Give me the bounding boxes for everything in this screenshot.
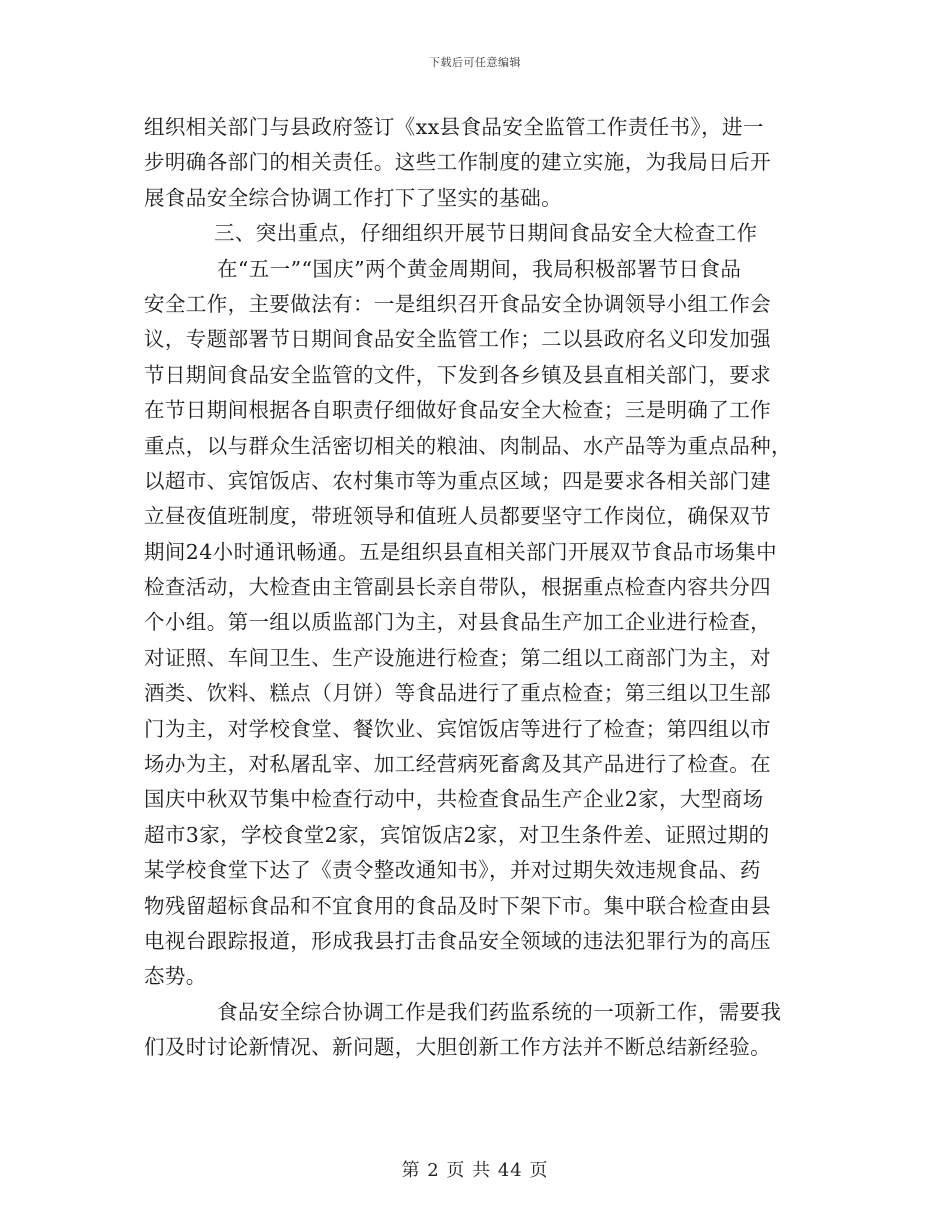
text-line: 节日期间食品安全监管的文件，下发到各乡镇及县直相关部门，要求 bbox=[144, 362, 771, 387]
text-line: 酒类、饮料、糕点（月饼）等食品进行了重点检查；第三组以卫生部 bbox=[144, 681, 771, 706]
text-line: 国庆中秋双节集中检查行动中，共检查食品生产企业2家，大型商场 bbox=[144, 787, 764, 812]
text-line: 检查活动，大检查由主管副县长亲自带队，根据重点检查内容共分四 bbox=[144, 575, 771, 600]
page-header-note: 下载后可任意编辑 bbox=[429, 56, 521, 69]
text-line: 某学校食堂下达了《责令整改通知书》，并对过期失效违规食品、药 bbox=[144, 858, 761, 883]
text-line: 在“五一”“国庆”两个黄金周期间，我局积极部署节日食品 bbox=[217, 256, 742, 281]
text-line: 个小组。第一组以质监部门为主，对县食品生产加工企业进行检查， bbox=[144, 610, 771, 635]
text-line: 超市3家，学校食堂2家，宾馆饭店2家，对卫生条件差、证照过期的 bbox=[144, 822, 770, 847]
text-line: 期间24小时通讯畅通。五是组织县直相关部门开展双节食品市场集中 bbox=[144, 539, 777, 564]
text-line: 食品安全综合协调工作是我们药监系统的一项新工作，需要我 bbox=[217, 999, 782, 1024]
text-line: 安全工作，主要做法有：一是组织召开食品安全协调领导小组工作会 bbox=[144, 291, 771, 316]
text-line: 展食品安全综合协调工作打下了坚实的基础。 bbox=[144, 185, 562, 210]
text-line: 以超市、宾馆饭店、农村集市等为重点区域；四是要求各相关部门建 bbox=[144, 468, 771, 493]
text-line: 们及时讨论新情况、新问题，大胆创新工作方法并不断总结新经验。 bbox=[144, 1035, 771, 1060]
text-line: 组织相关部门与县政府签订《xx县食品安全监管工作责任书》，进一 bbox=[144, 115, 764, 139]
text-line: 在节日期间根据各自职责仔细做好食品安全大检查；三是明确了工作 bbox=[144, 398, 771, 423]
text-line: 议，专题部署节日期间食品安全监管工作；二以县政府名义印发加强 bbox=[144, 327, 771, 352]
page-number-footer: 第 2 页 共 44 页 bbox=[401, 1160, 549, 1181]
document-body bbox=[144, 110, 806, 1066]
text-line: 三、突出重点，仔细组织开展节日期间食品安全大检查工作 bbox=[214, 221, 758, 246]
text-line: 门为主，对学校食堂、餐饮业、宾馆饭店等进行了检查；第四组以市 bbox=[144, 716, 771, 741]
text-line: 立昼夜值班制度，带班领导和值班人员都要坚守工作岗位，确保双节 bbox=[144, 504, 771, 529]
text-line: 场办为主，对私屠乱宰、加工经营病死畜禽及其产品进行了检查。在 bbox=[144, 752, 771, 777]
text-line: 电视台跟踪报道，形成我县打击食品安全领域的违法犯罪行为的高压 bbox=[144, 928, 771, 953]
text-line: 步明确各部门的相关责任。这些工作制度的建立实施，为我局日后开 bbox=[144, 150, 771, 175]
text-line: 物残留超标食品和不宜食用的食品及时下架下市。集中联合检查由县 bbox=[144, 893, 771, 918]
text-line: 态势。 bbox=[144, 964, 207, 989]
text-line: 对证照、车间卫生、生产设施进行检查；第二组以工商部门为主，对 bbox=[144, 645, 771, 670]
text-line: 重点，以与群众生活密切相关的粮油、肉制品、水产品等为重点品种， bbox=[144, 433, 792, 458]
